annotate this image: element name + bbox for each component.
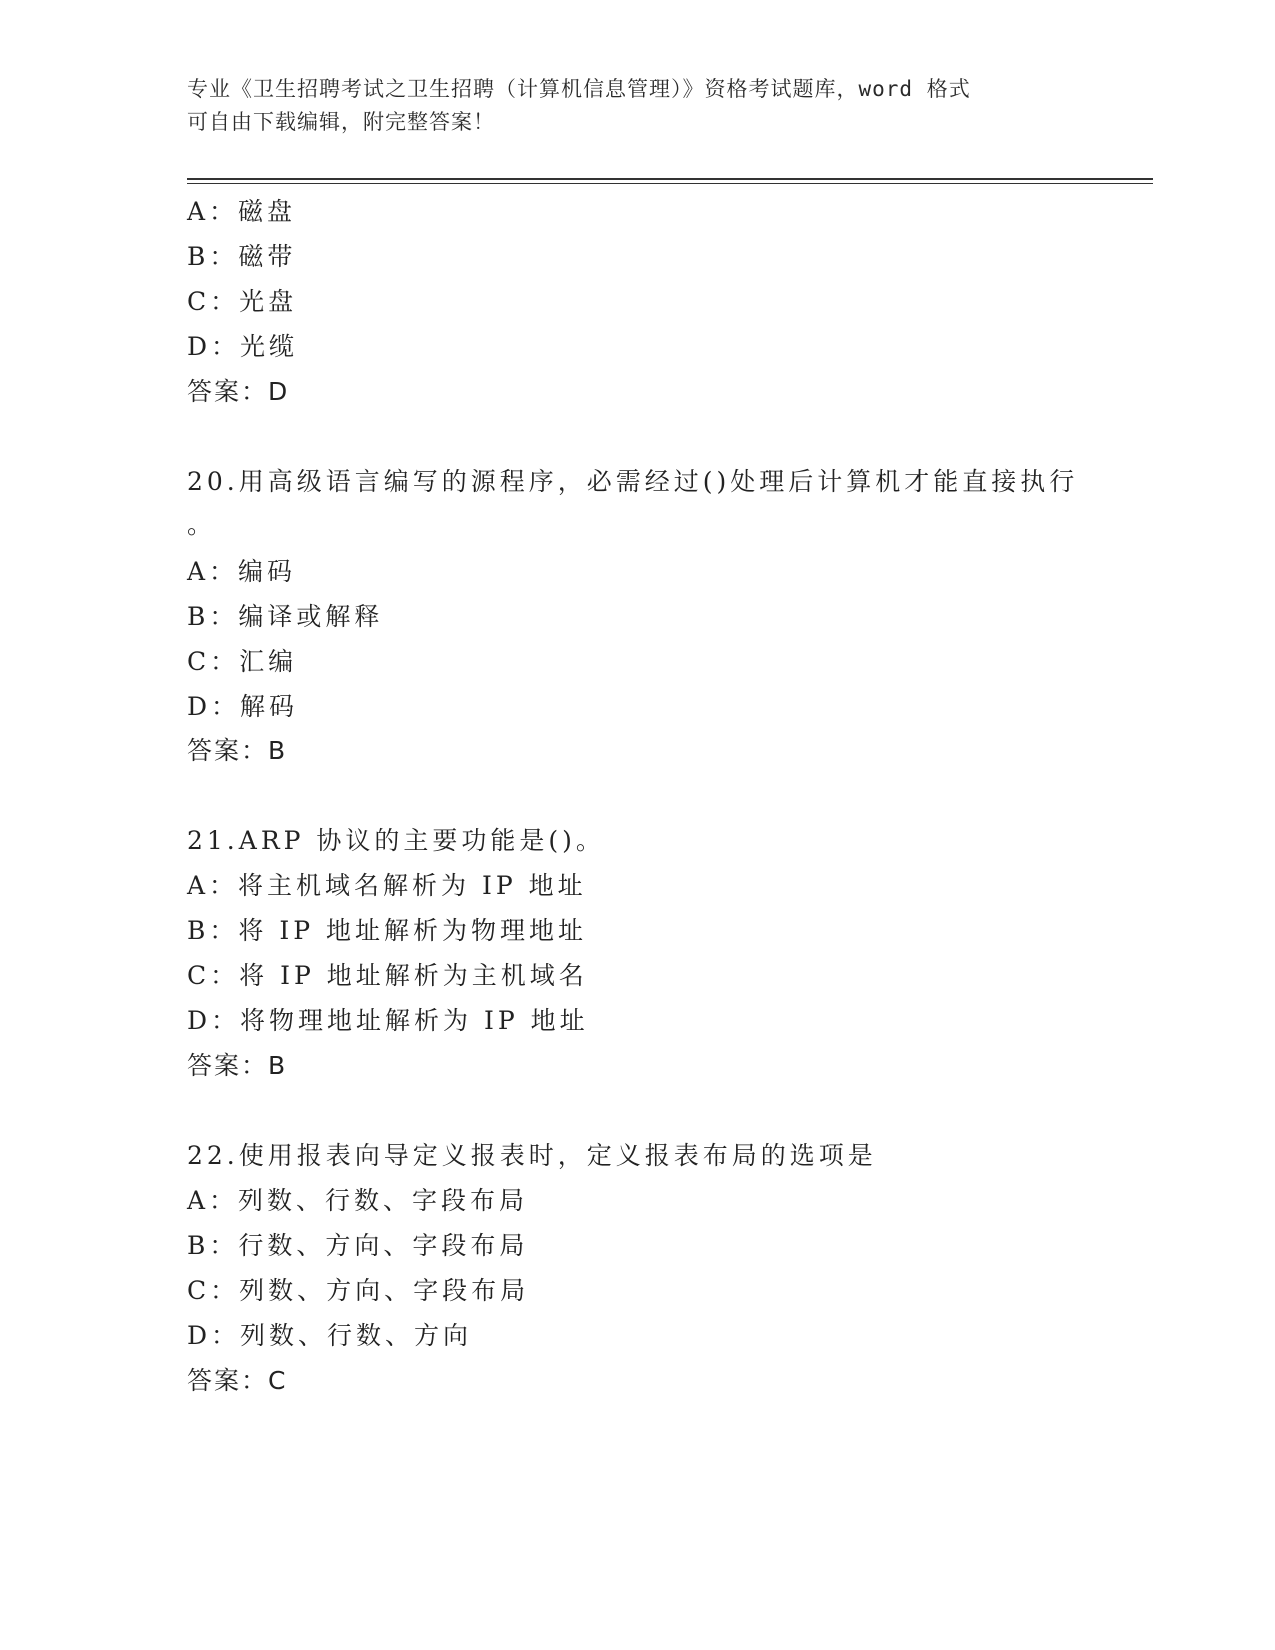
q22-question: 22.使用报表向导定义报表时，定义报表布局的选项是: [187, 1141, 877, 1170]
document-header: [187, 73, 1087, 139]
q22-option-c: C：列数、方向、字段布局: [187, 1276, 530, 1305]
q21-option-a: A：将主机域名解析为 IP 地址: [187, 871, 587, 900]
q22-option-d: D：列数、行数、方向: [187, 1321, 473, 1350]
q21-option-c: C：将 IP 地址解析为主机域名: [187, 961, 588, 990]
header-divider-thick: [187, 178, 1153, 180]
q20-question: 20.用高级语言编写的源程序，必需经过()处理后计算机才能直接执行: [187, 467, 1079, 496]
q20-option-b: B：编译或解释: [187, 602, 384, 631]
q19-option-c: C：光盘: [187, 287, 298, 316]
q20-answer: 答案：B: [187, 736, 288, 765]
q22-option-b: B：行数、方向、字段布局: [187, 1231, 529, 1260]
q19-option-a: A：磁盘: [187, 197, 297, 226]
q22-answer: 答案：C: [187, 1366, 288, 1395]
q21-option-b: B：将 IP 地址解析为物理地址: [187, 916, 587, 945]
header-line-1: 专业《卫生招聘考试之卫生招聘（计算机信息管理）》资格考试题库，word 格式: [187, 77, 971, 101]
q20-option-d: D：解码: [187, 692, 299, 721]
q21-question: 21.ARP 协议的主要功能是()。: [187, 826, 605, 855]
q19-option-b: B：磁带: [187, 242, 297, 271]
q21-option-d: D：将物理地址解析为 IP 地址: [187, 1006, 589, 1035]
header-line-2: 可自由下载编辑，附完整答案！: [187, 110, 495, 134]
q21-answer: 答案：B: [187, 1051, 288, 1080]
header-divider-thin: [187, 183, 1153, 184]
q20-option-c: C：汇编: [187, 647, 298, 676]
q19-answer: 答案：D: [187, 377, 290, 406]
q20-option-a: A：编码: [187, 557, 297, 586]
q22-option-a: A：列数、行数、字段布局: [187, 1186, 529, 1215]
q20-question-continuation: 。: [187, 510, 217, 539]
q19-option-d: D：光缆: [187, 332, 299, 361]
